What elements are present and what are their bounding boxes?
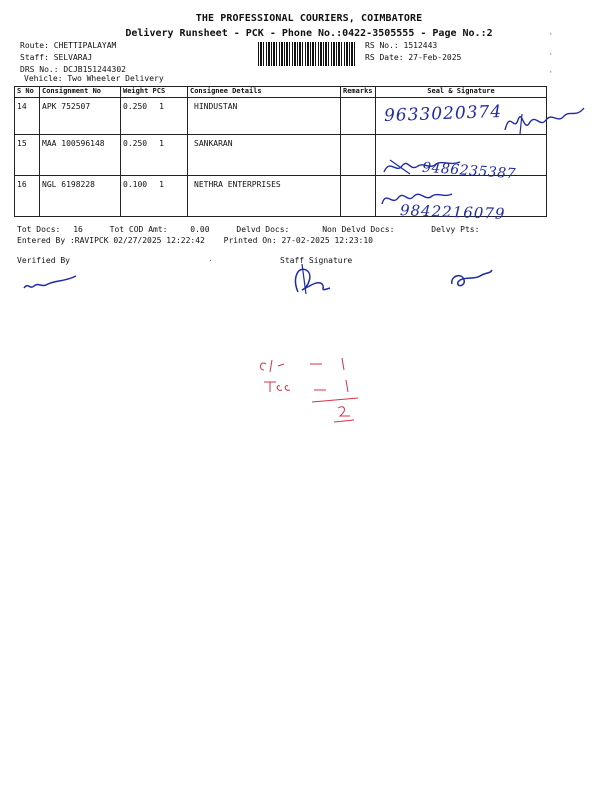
scan-mark: ·: [548, 68, 554, 78]
handwritten-signature: [378, 186, 458, 210]
cell-remarks: [341, 135, 376, 176]
col-consignment: Consignment No: [40, 87, 121, 98]
cell-sno: 14: [15, 98, 40, 135]
non-delvd-docs-label: Non Delvd Docs:: [322, 225, 395, 234]
staff-signature: [288, 258, 338, 298]
cell-weight: 0.100: [123, 180, 148, 189]
col-signature: Seal & Signature: [376, 87, 547, 98]
consignee-name: SANKARAN: [194, 139, 233, 148]
verified-by-label: Verified By: [17, 256, 70, 265]
cell-consignment: NGL 6198228: [40, 176, 121, 217]
cell-weight-pcs: [121, 98, 188, 135]
tot-docs-label: Tot Docs:: [17, 225, 61, 234]
drs-number: DRS No.: DCJB151244302: [20, 65, 126, 74]
handwritten-phone: 9633020374: [383, 101, 503, 127]
entered-by: Entered By :RAVIPCK 02/27/2025 12:22:42: [17, 236, 205, 245]
scribble-signature: [446, 268, 496, 292]
cell-consignment: MAA 100596148: [40, 135, 121, 176]
cell-remarks: [341, 176, 376, 217]
summary-line: [17, 225, 479, 234]
cell-consignment: APK 752507: [40, 98, 121, 135]
table-header-row: [15, 87, 547, 98]
col-remarks: Remarks: [341, 87, 376, 98]
cell-weight: 0.250: [123, 102, 148, 111]
cell-consignee: [188, 135, 341, 176]
verifier-signature: [22, 272, 82, 294]
cell-pcs: 1: [159, 180, 164, 189]
tot-cod-label: Tot COD Amt:: [109, 225, 168, 234]
handwritten-signature: [500, 100, 590, 140]
red-annotation: [250, 350, 370, 430]
col-consignee: Consignee Details: [188, 87, 341, 98]
handwritten-phone: 9486235387: [421, 159, 517, 183]
document-subtitle: Delivery Runsheet - PCK - Phone No.:0422-3505555 - Page No.:2: [125, 28, 493, 39]
handwritten-phone: 9842216079: [399, 201, 506, 223]
delvy-pts-label: Delvy Pts:: [431, 225, 480, 234]
cell-sno: 16: [15, 176, 40, 217]
col-weight-pcs: [121, 87, 188, 98]
staff-label: Staff: SELVARAJ: [20, 53, 93, 62]
consignee-name: HINDUSTAN: [194, 102, 238, 111]
delvd-docs-label: Delvd Docs:: [236, 225, 290, 234]
printed-on: Printed On: 27-02-2025 12:23:10: [223, 236, 373, 245]
col-sno: S No: [15, 87, 40, 98]
rs-number: RS No.: 1512443: [365, 41, 438, 50]
consignee-name: NETHRA ENTERPRISES: [194, 180, 281, 189]
scan-mark: ·: [548, 30, 554, 40]
staff-signature-label: Staff Signature: [280, 256, 353, 265]
cell-weight: 0.250: [123, 139, 148, 148]
cell-consignee: [188, 176, 341, 217]
cell-consignee: [188, 98, 341, 135]
cell-sno: 15: [15, 135, 40, 176]
col-pcs: PCS: [152, 87, 166, 95]
cell-remarks: [341, 98, 376, 135]
vehicle-label: Vehicle: Two Wheeler Delivery: [24, 74, 164, 83]
dot-mark: ·: [208, 256, 213, 265]
barcode: [258, 42, 356, 66]
rs-date: RS Date: 27-Feb-2025: [365, 53, 462, 62]
handwritten-signature: [380, 152, 470, 180]
col-weight: Weight: [123, 87, 149, 95]
cell-weight-pcs: [121, 176, 188, 217]
scan-mark: ·: [548, 50, 554, 60]
tot-cod-value: 0.00: [190, 225, 210, 234]
audit-line: [17, 236, 373, 245]
cell-pcs: 1: [159, 139, 164, 148]
tot-docs-value: 16: [73, 225, 83, 234]
cell-weight-pcs: [121, 135, 188, 176]
cell-pcs: 1: [159, 102, 164, 111]
document-title: THE PROFESSIONAL COURIERS, COIMBATORE: [195, 13, 423, 24]
route-label: Route: CHETTIPALAYAM: [20, 41, 117, 50]
